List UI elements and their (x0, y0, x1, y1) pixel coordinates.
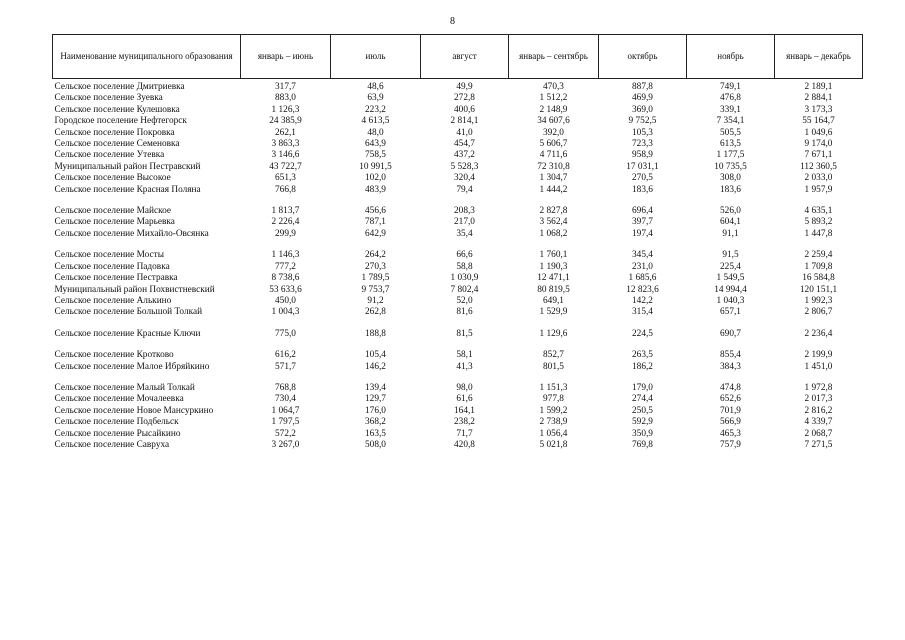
value-cell: 2 189,1 (804, 82, 833, 92)
value-cell: 651,3 (275, 173, 296, 184)
value-cell: 98,0 (456, 382, 473, 393)
value-cell: 12 823,6 (626, 284, 659, 295)
table-row (53, 139, 863, 150)
value-cell: 2 259,4 (804, 250, 833, 261)
municipality-name: Сельское поселение Кулешовка (54, 104, 180, 115)
header-jan-jun: январь – июнь (241, 35, 331, 79)
value-cell: 186,2 (632, 361, 653, 372)
value-cell: 3 173,3 (804, 104, 833, 115)
row-spacer-cell (53, 340, 863, 350)
value-cell: 66,6 (456, 250, 473, 261)
value-cell: 1 030,9 (450, 273, 479, 284)
value-cell: 231,0 (632, 261, 653, 272)
row-spacer (53, 373, 863, 383)
value-cell: 5 893,2 (804, 217, 833, 228)
value-cell: 456,6 (365, 206, 386, 217)
municipality-name: Городское поселение Нефтегорск (54, 116, 187, 127)
value-cell: 17 031,1 (626, 161, 659, 172)
value-cell: 1 760,1 (539, 250, 568, 261)
value-cell: 465,3 (720, 428, 741, 439)
value-cell: 238,2 (454, 417, 475, 428)
value-cell: 262,1 (275, 127, 296, 138)
value-cell: 24 385,9 (269, 116, 302, 127)
value-cell: 225,4 (720, 261, 741, 272)
value-cell: 757,9 (720, 439, 741, 450)
value-cell: 55 164,7 (802, 116, 835, 127)
table-row (53, 162, 863, 173)
municipality-name: Сельское поселение Малый Толкай (54, 382, 195, 393)
value-cell: 264,2 (365, 250, 386, 261)
value-cell: 1 451,0 (804, 361, 833, 372)
value-cell: 505,5 (720, 127, 741, 138)
row-spacer (53, 319, 863, 329)
value-cell: 5 528,3 (450, 161, 479, 172)
value-cell: 7 354,1 (716, 116, 745, 127)
value-cell: 1 064,7 (271, 405, 300, 416)
municipality-name: Сельское поселение Савруха (54, 439, 170, 450)
value-cell: 8 738,6 (271, 273, 300, 284)
header-jan-dec: январь – декабрь (775, 35, 863, 79)
value-cell: 208,3 (454, 206, 475, 217)
value-cell: 1 177,5 (716, 150, 745, 161)
row-spacer-cell (53, 240, 863, 250)
value-cell: 469,9 (632, 93, 653, 104)
value-cell: 81,6 (456, 307, 473, 318)
municipality-name: Сельское поселение Рысайкино (54, 428, 181, 439)
value-cell: 16 584,8 (802, 273, 835, 284)
value-cell: 48,6 (367, 82, 384, 92)
municipality-name: Сельское поселение Семеновка (54, 139, 180, 150)
page-number: 8 (450, 16, 455, 27)
value-cell: 4 711,6 (539, 150, 568, 161)
value-cell: 766,8 (275, 184, 296, 195)
value-cell: 250,5 (632, 405, 653, 416)
value-cell: 958,9 (632, 150, 653, 161)
value-cell: 105,3 (632, 127, 653, 138)
table-row (53, 105, 863, 116)
value-cell: 41,0 (456, 127, 473, 138)
value-cell: 2 033,0 (804, 173, 833, 184)
value-cell: 176,0 (365, 405, 386, 416)
value-cell: 768,8 (275, 382, 296, 393)
value-cell: 2 226,4 (271, 217, 300, 228)
value-cell: 1 549,5 (716, 273, 745, 284)
value-cell: 120 151,1 (799, 284, 838, 295)
value-cell: 384,3 (720, 361, 741, 372)
value-cell: 197,4 (632, 228, 653, 239)
value-cell: 272,8 (454, 93, 475, 104)
value-cell: 483,9 (365, 184, 386, 195)
value-cell: 1 685,6 (628, 273, 657, 284)
value-cell: 652,6 (720, 394, 741, 405)
value-cell: 2 806,7 (804, 307, 833, 318)
header-august: август (421, 35, 509, 79)
value-cell: 1 447,8 (804, 228, 833, 239)
row-spacer-cell (53, 196, 863, 206)
value-cell: 34 607,6 (537, 116, 570, 127)
value-cell: 224,5 (632, 328, 653, 339)
value-cell: 164,1 (454, 405, 475, 416)
table-row (53, 229, 863, 240)
value-cell: 4 613,5 (361, 116, 390, 127)
value-cell: 2 816,2 (804, 405, 833, 416)
value-cell: 61,6 (456, 394, 473, 405)
value-cell: 801,5 (543, 361, 564, 372)
value-cell: 9 753,7 (361, 284, 390, 295)
table-header-row (53, 35, 863, 79)
municipality-name: Сельское поселение Михайло-Овсянка (54, 228, 209, 239)
value-cell: 217,0 (454, 217, 475, 228)
value-cell: 1 797,5 (271, 417, 300, 428)
value-cell: 4 339,7 (804, 417, 833, 428)
table-row (53, 79, 863, 94)
value-cell: 977,8 (543, 394, 564, 405)
table-row (53, 173, 863, 184)
value-cell: 2 068,7 (804, 428, 833, 439)
value-cell: 696,4 (632, 206, 653, 217)
value-cell: 474,8 (720, 382, 741, 393)
value-cell: 1 040,3 (716, 295, 745, 306)
value-cell: 179,0 (632, 382, 653, 393)
value-cell: 79,4 (456, 184, 473, 195)
value-cell: 129,7 (365, 394, 386, 405)
value-cell: 1 789,5 (361, 273, 390, 284)
value-cell: 49,9 (456, 82, 473, 92)
municipality-name: Муниципальный район Пестравский (54, 161, 201, 172)
table-row (53, 296, 863, 307)
value-cell: 105,4 (365, 350, 386, 361)
value-cell: 58,8 (456, 261, 473, 272)
value-cell: 571,7 (275, 361, 296, 372)
value-cell: 91,1 (722, 228, 739, 239)
value-cell: 1 599,2 (539, 405, 568, 416)
municipality-name: Сельское поселение Зуевка (54, 93, 163, 104)
table-row (53, 93, 863, 104)
value-cell: 400,6 (454, 104, 475, 115)
value-cell: 420,8 (454, 439, 475, 450)
value-cell: 91,5 (722, 250, 739, 261)
value-cell: 1 529,9 (539, 307, 568, 318)
table-row (53, 406, 863, 417)
value-cell: 72 310,8 (537, 161, 570, 172)
value-cell: 317,7 (275, 82, 296, 92)
value-cell: 1 444,2 (539, 184, 568, 195)
value-cell: 4 635,1 (804, 206, 833, 217)
value-cell: 350,9 (632, 428, 653, 439)
value-cell: 339,1 (720, 104, 741, 115)
value-cell: 2 236,4 (804, 328, 833, 339)
value-cell: 3 562,4 (539, 217, 568, 228)
municipality-name: Сельское поселение Кротково (54, 350, 174, 361)
value-cell: 450,0 (275, 295, 296, 306)
value-cell: 566,9 (720, 417, 741, 428)
municipality-name: Сельское поселение Падовка (54, 261, 170, 272)
table-row (53, 307, 863, 318)
value-cell: 139,4 (365, 382, 386, 393)
municipality-name: Сельское поселение Красная Поляна (54, 184, 201, 195)
value-cell: 1 813,7 (271, 206, 300, 217)
value-cell: 758,5 (365, 150, 386, 161)
header-municipality: Наименование муниципального образования (53, 35, 241, 79)
value-cell: 9 752,5 (628, 116, 657, 127)
value-cell: 2 148,9 (539, 104, 568, 115)
value-cell: 1 126,3 (271, 104, 300, 115)
value-cell: 1 304,7 (539, 173, 568, 184)
header-july: июль (331, 35, 421, 79)
value-cell: 274,4 (632, 394, 653, 405)
value-cell: 9 174,0 (804, 139, 833, 150)
value-cell: 690,7 (720, 328, 741, 339)
value-cell: 437,2 (454, 150, 475, 161)
value-cell: 112 360,5 (800, 161, 837, 172)
table-row (53, 417, 863, 428)
value-cell: 1 049,6 (804, 127, 833, 138)
value-cell: 769,8 (632, 439, 653, 450)
table-row (53, 262, 863, 273)
value-cell: 41,3 (456, 361, 473, 372)
value-cell: 1 004,3 (271, 307, 300, 318)
municipality-name: Сельское поселение Покровка (54, 127, 175, 138)
municipality-name: Сельское поселение Майское (54, 206, 172, 217)
municipality-name: Сельское поселение Большой Толкай (54, 307, 203, 318)
value-cell: 35,4 (456, 228, 473, 239)
value-cell: 526,0 (720, 206, 741, 217)
value-cell: 392,0 (543, 127, 564, 138)
municipality-name: Муниципальный район Похвистневский (54, 284, 215, 295)
table-row (53, 128, 863, 139)
value-cell: 2 827,8 (539, 206, 568, 217)
value-cell: 604,1 (720, 217, 741, 228)
value-cell: 10 991,5 (359, 161, 392, 172)
value-cell: 183,6 (632, 184, 653, 195)
value-cell: 12 471,1 (537, 273, 570, 284)
value-cell: 657,1 (720, 307, 741, 318)
value-cell: 299,9 (275, 228, 296, 239)
value-cell: 470,3 (543, 82, 564, 92)
municipality-name: Сельское поселение Высокое (54, 173, 171, 184)
value-cell: 223,2 (365, 104, 386, 115)
value-cell: 649,1 (543, 295, 564, 306)
value-cell: 508,0 (365, 439, 386, 450)
table-row (53, 217, 863, 228)
value-cell: 163,5 (365, 428, 386, 439)
table-row (53, 329, 863, 340)
value-cell: 320,4 (454, 173, 475, 184)
municipality-name: Сельское поселение Новое Мансуркино (54, 405, 214, 416)
value-cell: 315,4 (632, 307, 653, 318)
municipality-name: Сельское поселение Подбельск (54, 417, 179, 428)
value-cell: 146,2 (365, 361, 386, 372)
municipality-name: Сельское поселение Дмитриевка (54, 82, 185, 92)
value-cell: 852,7 (543, 350, 564, 361)
table-row (53, 362, 863, 373)
value-cell: 3 863,3 (271, 139, 300, 150)
value-cell: 43 722,7 (269, 161, 302, 172)
row-spacer-cell (53, 373, 863, 383)
value-cell: 1 972,8 (804, 382, 833, 393)
value-cell: 701,9 (720, 405, 741, 416)
value-cell: 369,0 (632, 104, 653, 115)
row-spacer-cell (53, 319, 863, 329)
value-cell: 855,4 (720, 350, 741, 361)
value-cell: 183,6 (720, 184, 741, 195)
value-cell: 263,5 (632, 350, 653, 361)
value-cell: 1 146,3 (271, 250, 300, 261)
value-cell: 53 633,6 (269, 284, 302, 295)
value-cell: 3 146,6 (271, 150, 300, 161)
value-cell: 58,1 (456, 350, 473, 361)
value-cell: 142,2 (632, 295, 653, 306)
header-jan-sep: январь – сентябрь (509, 35, 599, 79)
value-cell: 643,9 (365, 139, 386, 150)
value-cell: 368,2 (365, 417, 386, 428)
value-cell: 2 814,1 (450, 116, 479, 127)
value-cell: 14 994,4 (714, 284, 747, 295)
municipality-name: Сельское поселение Утевка (54, 150, 165, 161)
value-cell: 613,5 (720, 139, 741, 150)
municipality-name: Сельское поселение Мосты (54, 250, 164, 261)
value-cell: 1 709,8 (804, 261, 833, 272)
value-cell: 476,8 (720, 93, 741, 104)
table-row (53, 116, 863, 127)
row-spacer (53, 196, 863, 206)
municipality-name: Сельское поселение Пестравка (54, 273, 178, 284)
value-cell: 749,1 (720, 82, 741, 92)
value-cell: 775,0 (275, 328, 296, 339)
value-cell: 270,5 (632, 173, 653, 184)
value-cell: 1 151,3 (539, 382, 568, 393)
row-spacer (53, 240, 863, 250)
value-cell: 883,0 (275, 93, 296, 104)
value-cell: 71,7 (456, 428, 473, 439)
value-cell: 81,5 (456, 328, 473, 339)
table-row (53, 273, 863, 284)
municipality-name: Сельское поселение Алькино (54, 295, 172, 306)
value-cell: 63,9 (367, 93, 384, 104)
value-cell: 7 271,5 (804, 439, 833, 450)
table-body (53, 79, 863, 452)
value-cell: 10 735,5 (714, 161, 747, 172)
value-cell: 7 802,4 (450, 284, 479, 295)
value-cell: 2 199,9 (804, 350, 833, 361)
row-spacer (53, 340, 863, 350)
value-cell: 2 884,1 (804, 93, 833, 104)
table-row (53, 350, 863, 361)
table-row (53, 285, 863, 296)
table-row (53, 185, 863, 196)
value-cell: 1 068,2 (539, 228, 568, 239)
value-cell: 345,4 (632, 250, 653, 261)
header-october: октябрь (599, 35, 687, 79)
table-row (53, 250, 863, 261)
municipality-name: Сельское поселение Мочалеевка (54, 394, 184, 405)
value-cell: 887,8 (632, 82, 653, 92)
municipality-name: Сельское поселение Марьевка (54, 217, 175, 228)
table-row (53, 394, 863, 405)
value-cell: 616,2 (275, 350, 296, 361)
table-row (53, 429, 863, 440)
municipality-name: Сельское поселение Красные Ключи (54, 328, 201, 339)
table-row (53, 440, 863, 451)
value-cell: 48,0 (367, 127, 384, 138)
value-cell: 592,9 (632, 417, 653, 428)
value-cell: 723,3 (632, 139, 653, 150)
value-cell: 52,0 (456, 295, 473, 306)
value-cell: 2 738,9 (539, 417, 568, 428)
table-row (53, 383, 863, 394)
value-cell: 572,2 (275, 428, 296, 439)
value-cell: 1 512,2 (539, 93, 568, 104)
value-cell: 102,0 (365, 173, 386, 184)
value-cell: 642,9 (365, 228, 386, 239)
value-cell: 308,0 (720, 173, 741, 184)
value-cell: 5 021,8 (539, 439, 568, 450)
value-cell: 397,7 (632, 217, 653, 228)
value-cell: 1 992,3 (804, 295, 833, 306)
value-cell: 80 819,5 (537, 284, 570, 295)
table-row (53, 206, 863, 217)
value-cell: 454,7 (454, 139, 475, 150)
value-cell: 270,3 (365, 261, 386, 272)
value-cell: 777,2 (275, 261, 296, 272)
value-cell: 1 190,3 (539, 261, 568, 272)
value-cell: 1 056,4 (539, 428, 568, 439)
municipal-data-table (52, 34, 863, 451)
value-cell: 3 267,0 (271, 439, 300, 450)
value-cell: 5 606,7 (539, 139, 568, 150)
table-row (53, 150, 863, 161)
value-cell: 730,4 (275, 394, 296, 405)
municipality-name: Сельское поселение Малое Ибряйкино (54, 361, 210, 372)
value-cell: 262,8 (365, 307, 386, 318)
value-cell: 91,2 (367, 295, 384, 306)
value-cell: 787,1 (365, 217, 386, 228)
value-cell: 188,8 (365, 328, 386, 339)
value-cell: 7 671,1 (804, 150, 833, 161)
value-cell: 1 957,9 (804, 184, 833, 195)
value-cell: 2 017,3 (804, 394, 833, 405)
header-november: ноябрь (687, 35, 775, 79)
value-cell: 1 129,6 (539, 328, 568, 339)
